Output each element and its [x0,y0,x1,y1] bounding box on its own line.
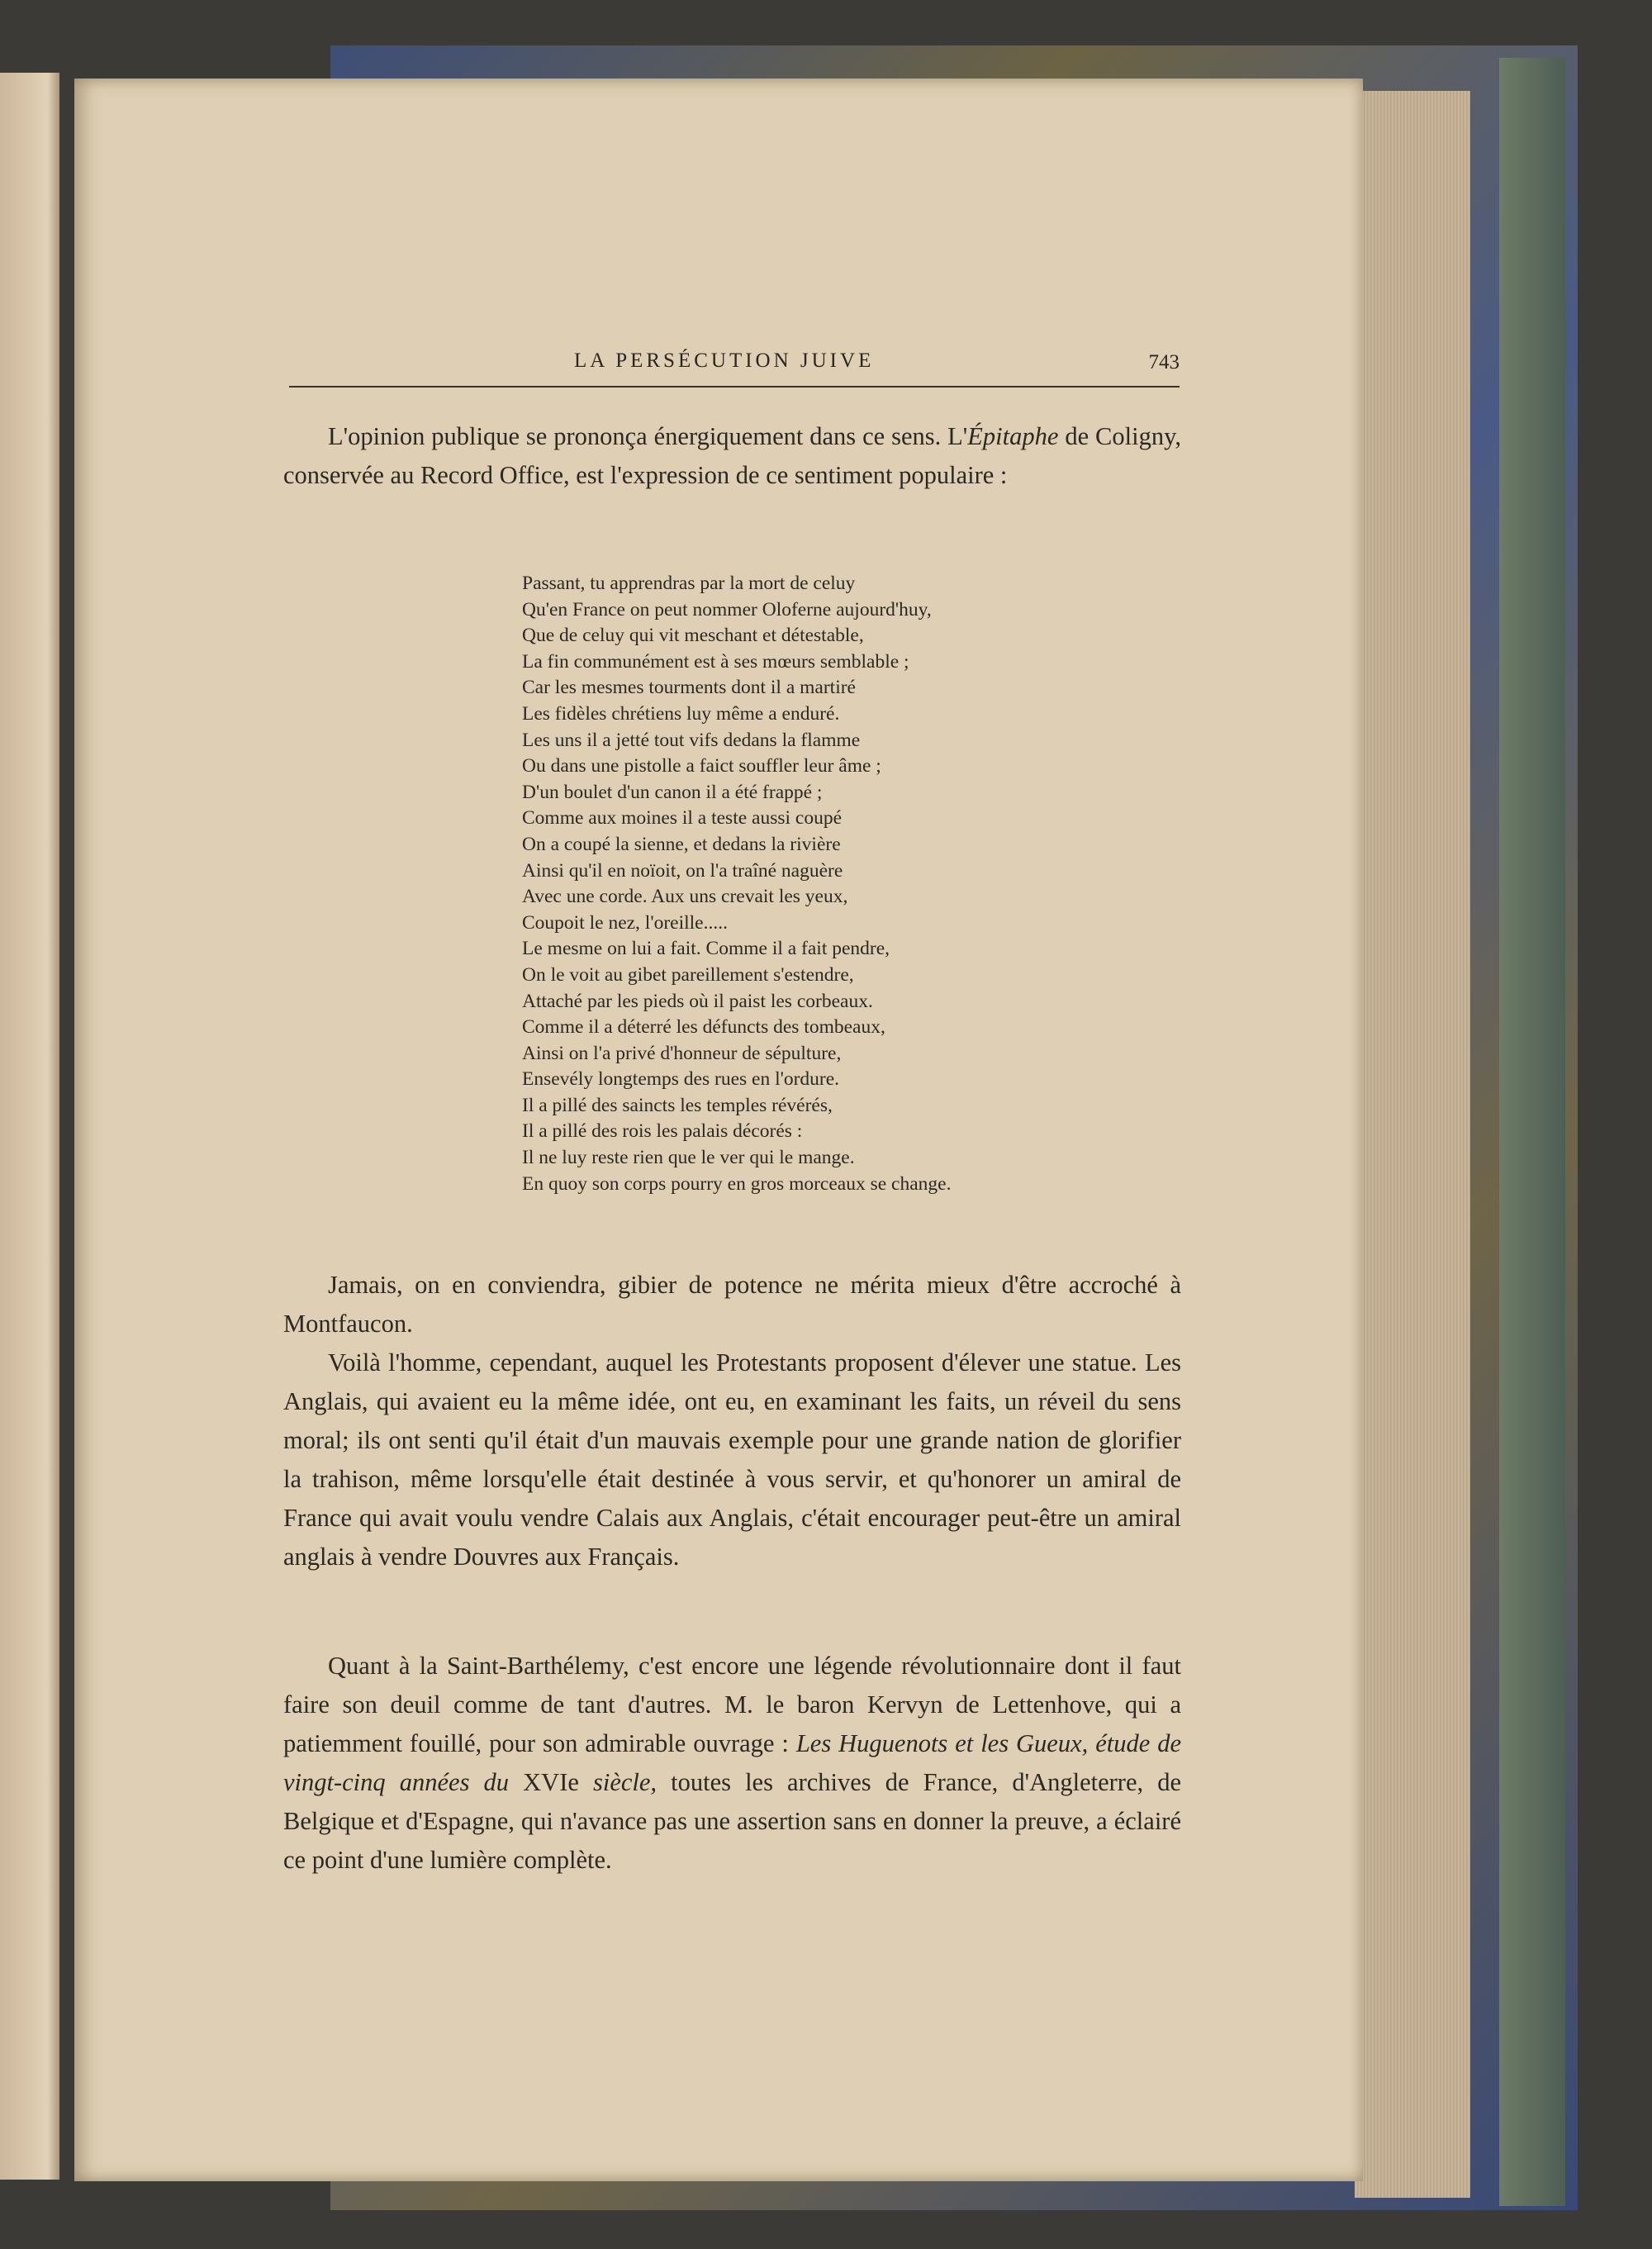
page-edges [1355,91,1470,2198]
epitaph-poem [522,571,1150,1197]
poem-line: On a coupé la sienne, et dedans la rivière [522,833,841,855]
paragraph-4 [283,1647,1181,1880]
running-head [289,345,1180,388]
paragraph-4-italic-title: Les Huguenots et les Gueux, étude de vingt-cinq années du [283,1729,1181,1796]
poem-line: Ainsi on l'a privé d'honneur de sépulture, [522,1042,842,1064]
poem-line: Comme aux moines il a teste aussi coupé [522,807,843,830]
cover-edge [1499,58,1565,2206]
facing-page-edge [0,73,59,2180]
paragraph-4-text-b: toutes les archives de France, d'Angleterre, de Belgique et d'Espagne, qui n'avance pas une assertion sans en donner la preuve, a éclairé ce point d'une lumière complète. [283,1768,1181,1874]
poem-line: Les uns il a jetté tout vifs dedans la flamme [522,729,861,751]
poem-line: Ou dans une pistolle a faict souffler leur âme ; [522,755,881,777]
poem-line: Passant, tu apprendras par la mort de celuy [522,573,856,594]
poem-line: On le voit au gibet pareillement s'estendre, [522,963,854,986]
poem-line: Les fidèles chrétiens luy même a enduré. [522,702,840,725]
poem-line: Ainsi qu'il en noïoit, on l'a traîné naguère [522,859,843,882]
poem-line: Comme il a déterré les défuncts des tombeaux, [522,1016,885,1039]
page-number: 743 [1148,351,1180,373]
paragraph-1 [283,417,1181,495]
paragraph-1-text-b: de Coligny, conservée au Record Office, est l'expression de ce sentiment populaire : [283,422,1181,489]
poem-line: Car les mesmes tourments dont il a martiré [522,677,856,699]
paragraph-4-italic-siecle: siècle, [592,1768,657,1796]
poem-line: Il a pillé des saincts les temples révérés, [522,1094,833,1116]
paragraph-4-text-a: Quant à la Saint-Barthélemy, c'est encore une légende révolutionnaire dont il faut faire son deuil comme de tant d'autres. M. le baron Kervyn de Lettenhove, qui a patiemment fouillé, pour son admirable ouvrage : [283,1652,1181,1757]
poem-line: En quoy son corps pourry en gros morceaux se change. [522,1172,952,1195]
poem-line: Il ne luy reste rien que le ver qui le mange. [522,1147,855,1169]
paragraph-2: Jamais, on en conviendra, gibier de potence ne mérita mieux d'être accroché à Montfaucon. [283,1271,1181,1338]
poem-line: Coupoit le nez, l'oreille..... [522,911,728,934]
running-title: LA PERSÉCUTION JUIVE [574,349,875,372]
poem-line: La fin communément est à ses mœurs semblable ; [522,650,909,673]
poem-line: Ensevély longtemps des rues en l'ordure. [522,1068,840,1091]
poem-line: Il a pillé des rois les palais décorés : [522,1120,803,1143]
paragraph-1-text-a: L'opinion publique se prononça énergiquement dans ce sens. L' [328,422,968,450]
poem-line: D'un boulet d'un canon il a été frappé ; [522,781,823,803]
poem-line: Qu'en France on peut nommer Oloferne aujourd'huy, [522,598,932,620]
book-page [74,78,1363,2181]
poem-line: Que de celuy qui vit meschant et détestable, [522,625,864,647]
paragraph-3: Voilà l'homme, cependant, auquel les Protestants proposent d'élever une statue. Les Anglais, qui avaient eu la même idée, ont eu, en examinant les faits, un réveil du sens moral; ils ont senti qu'il était d'un mauvais exemple pour une grande nation de glorifier la trahison, même lorsqu'elle était destinée à vous servir, et qu'honorer un amiral de France qui avait voulu vendre Calais aux Anglais, c'était encourager peut-être un amiral anglais à vendre Douvres aux Français. [283,1348,1181,1571]
poem-line: Le mesme on lui a fait. Comme il a fait pendre, [522,938,890,960]
paragraph-4-century: XVIe [509,1768,593,1796]
poem-line: Avec une corde. Aux uns crevait les yeux, [522,886,848,908]
paragraph-1-italic: Épitaphe [967,422,1059,450]
poem-line: Attaché par les pieds où il paist les corbeaux. [522,990,873,1012]
